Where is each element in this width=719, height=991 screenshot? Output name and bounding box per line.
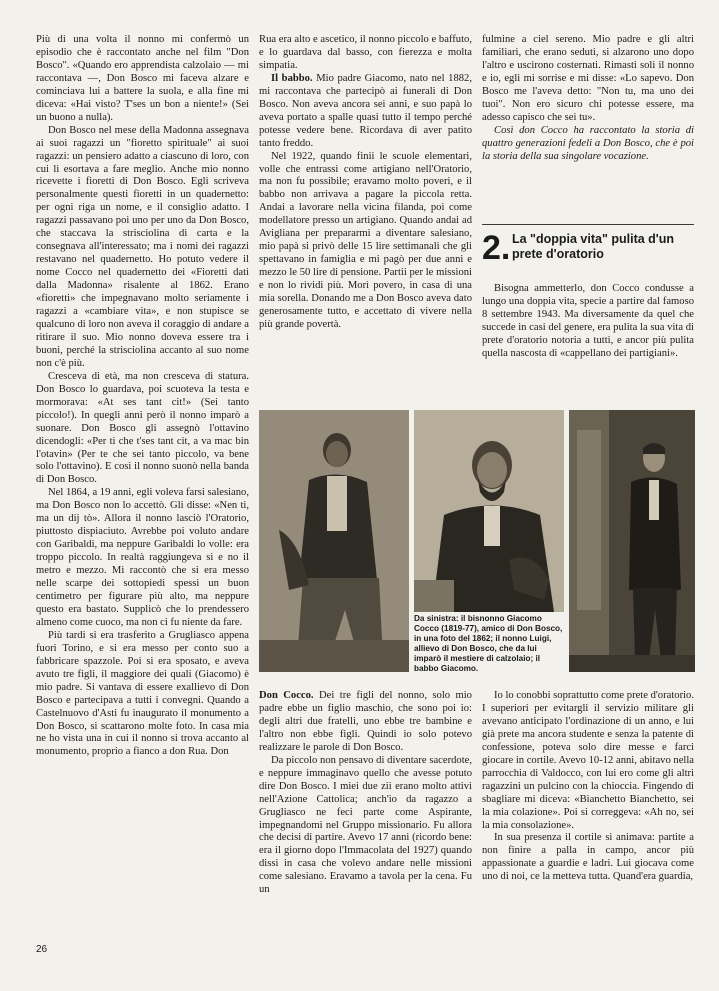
article-column-3-lower [482,690,694,942]
paragraph-lead-in: Il babbo. [271,72,313,84]
photo-father [569,410,695,672]
photo-great-grandfather [259,410,409,672]
paragraph: Don Bosco nel mese della Madonna assegnava ai suoi ragazzi un "fioretto spirituale" ai suoi ragazzi: un pensiero adatto a ciascuno di loro, con cui li esortava a fare meglio. Anche mio nonno ricevette i fioretti di Don Bosco. Egli scriveva personalmente questi fioretti in un quadernetto: per ogni riga un nome, e il consiglio adatto. I ragazzi passavano poi uno per uno da Don Bosco, che staccava la strisciolina di carta e la consegnava all'interessato; ma i nomi dei ragazzi restavano nel quadernetto. Ho potuto vedere il nome Cocco nel quadernetto dei «Fioretti dati dalla Madonna» risalente al 1862. Erano «fioretti» che impegnavano molto seriamente i ragazzi a «cambiare vita», e non stupisce se qualcuno di loro non aveva il coraggio di andare a ritirare il suo. Mio nonno doveva essere tra i buoni, perché la strisciolina accanto al suo nome non c'è più. [36,124,249,369]
paragraph: Il babbo. Mio padre Giacomo, nato nel 1882, mi raccontava che partecipò ai funerali di Don Bosco. Non aveva ancora sei anni, e suo papà lo aveva portato a spalle quasi tutto il tempo perché potesse vedere bene. Ricordava di aver patito tanto freddo. [259,72,472,149]
paragraph: Nel 1922, quando finii le scuole elementari, volle che entrassi come artigiano nell'Oratorio, ma non fu possibile; eravamo molto poveri, e il babbo non arrivava a pagare la piccola retta. Andai a lavorare nella vicina filanda, poi come modellatore presso un artigiano. Quando andai ad Avigliana per prepararmi a diventare salesiano, mio papà si privò delle 15 lire settimanali che gli spettavano in famiglia e mi pagò per due anni e mezzo le 50 lire di pensione. Partii per le missioni e non lo rividi più. Morì povero, in casa di una mia sorella. Donando me a Don Bosco aveva dato generosamente tutto, e accettato di vivere nella più grande povertà. [259,150,472,330]
paragraph: fulmine a ciel sereno. Mio padre e gli altri familiari, che erano seduti, si alzarono uno dopo l'altro e uscirono costernati. Rimasti soli il nonno e io, egli mi sorrise e mi disse: «Lo sapevo. Don Bosco me l'aveva detto: "Non tu, ma uno dei tuoi". Non ero sicuro chi potesse essere, ma adesso capisco che sei tu». [482,34,694,123]
page-number: 26 [36,944,48,955]
paragraph: Io lo conobbi soprattutto come prete d'oratorio. I superiori per evitargli il servizio militare gli avevano anticipato l'ordinazione di un anno, e lui già prete ma ancora studente e senza la patente di confessione, poteva solo dire messe e farci giocare in cortile. Avevo 10-12 anni, abitavo nella parrocchia di Valdocco, con lui ero come gli altri ragazzini un pulcino con la chioccia. Fingendo di sbagliare mi diceva: «Bianchetto Bianchetto, sei la mia colazione». Poi si correggeva: «Ah no, sei la mia consolazione». [482,690,694,831]
article-column-2 [259,34,472,406]
paragraph: Rua era alto e ascetico, il nonno piccolo e baffuto, e lo guardava dal basso, con fierezza e molta simpatia. [259,34,472,71]
section-rule [482,224,694,225]
photo-caption: Da sinistra: il bisnonno Giacomo Cocco (1819-77), amico di Don Bosco, in una foto del 1862; il nonno Luigi, allievo di Don Bosco, che da lui imparò il mestiere di calzolaio; il babbo Giacomo. [414,614,563,673]
paragraph: Più tardi si era trasferito a Grugliasco appena fuori Torino, e si era messo per conto suo a fabbricare spazzole. Poi si era sposato, e aveva avuto tre figli, il maggiore dei quali (Giacomo) è mio padre. Si vantava di essere exallievo di Don Bosco e partecipava a tutti i convegni. Quando a Castelnuovo d'Asti fu inaugurato il monumento a Don Bosco, si scattarono molte foto. In casa mia ne ho vista una in cui il nonno si trova accanto al monumento, proprio a fianco a don Rua. Don [36,629,249,758]
article-column-2-lower [259,690,472,942]
paragraph: Bisogna ammetterlo, don Cocco condusse a lungo una doppia vita, specie a partire dal famoso 8 settembre 1943. Ma diversamente da quel che succede in casi del genere, era pulita la sua vita di prete d'oratorio notoria a tutti, e ancor più pulita quella nascosta di «cappellano dei partigiani». [482,283,694,359]
photo-grandfather [414,410,564,612]
section-heading [482,224,694,274]
italic-paragraph: Così don Cocco ha raccontato la storia di quattro generazioni fedeli a Don Bosco, che è poi la storia della sua singolare vocazione. [482,124,694,162]
article-column-1 [36,34,249,942]
paragraph: Nel 1864, a 19 anni, egli voleva farsi salesiano, ma Don Bosco non lo accettò. Gli disse: «Nen ti, ma un dij tò». Allora il nonno lasciò l'Oratorio, piuttosto dispiaciuto. Avrebbe poi voluto andare con Garibaldi, ma neppure Garibaldi lo volle: era troppo piccolo. In realtà raggiungeva si e no il metro e mezzo. Mi raccontò che si era messo nelle scarpe dei sottopiedi spessi un buon centimetro per figurare più alto, ma neppure questo era bastato. Supplicò che lo prendessero almeno come cuoco, ma non ci fu niente da fare. [36,487,249,628]
paragraph: In sua presenza il cortile si animava: partite a non finire a palla in campo, ancor più appassionate a guardie e ladri. Lui giocava come uno di noi, ce la metteva tutta. Quand'era guardia, [482,832,694,883]
section-2-column [482,283,694,403]
section-number: 2. [482,229,511,267]
section-title: La "doppia vita" pulita d'un prete d'oratorio [512,232,675,261]
paragraph: Da piccolo non pensavo di diventare sacerdote, e neppure immaginavo quello che avesse potuto dire Don Bosco. I miei due zii erano molto attivi nell'Azione Cattolica; anch'io da ragazzo a Grugliasco ne feci parte come Aspirante, impegnandomi nel Gruppo missionario. Fu allora che decisi di partire. Avevo 17 anni (ricordo bene: era il giorno dopo l'Immacolata del 1927) quando dissi in casa che volevo andare nelle missioni come salesiano. Eravamo a tavola per la cena. Fu un [259,754,472,896]
paragraph: Cresceva di età, ma non cresceva di statura. Don Bosco lo guardava, poi scuoteva la testa e mormorava: «At ses tant cit!» (Sei tanto piccolo!). In quegli anni però il nonno imparò a suonare. Don Bosco gli assegnò l'ottavino dicendogli: «Per ti che t'ses tant cit, a va mac bin l'otavin» (Per te che sei tanto piccolo, va bene solo l'ottavino). E così il nonno suonò nella banda di Don Bosco. [36,370,249,486]
paragraph-lead-in: Don Cocco. [259,690,314,701]
paragraph: Don Cocco. Dei tre figli del nonno, solo mio padre ebbe un figlio maschio, che sono poi io: degli altri due fratelli, uno ebbe tre bambine e l'altro non ebbe figli. Quindi io solo potevo realizzare le parole di Don Bosco. [259,690,472,753]
paragraph: Più di una volta il nonno mi confermò un episodio che è raccontato anche nel film "Don Bosco". «Quando ero apprendista calzolaio — mi raccontava —, Don Bosco mi faceva alzare e cominciava lui a battere la suola, e alla fine mi diceva: «Hai visto? T'ses un bon a niente!» (Sei un buono a nulla). [36,34,249,123]
article-column-3 [482,34,694,214]
